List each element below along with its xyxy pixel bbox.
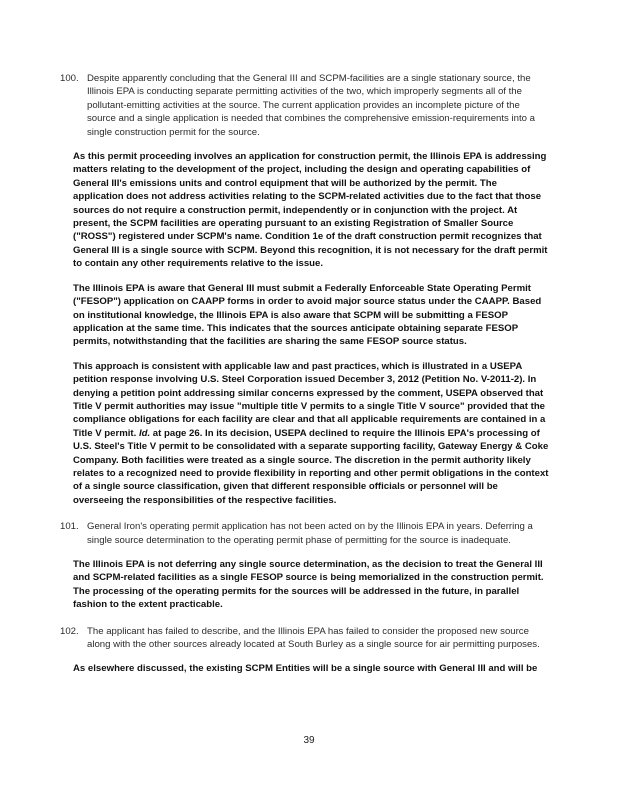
citation-id: Id. xyxy=(138,427,151,439)
response-paragraph: As elsewhere discussed, the existing SCPM Entities will be a single source with General III and will be xyxy=(73,663,538,675)
comment-number: 102. xyxy=(60,625,79,637)
response-paragraph: The Illinois EPA is not deferring any single source determination, as the decision to treat the General III and SCPM-related facilities as a single FESOP source is being memorialized in the construction permit. The processing of the operating permits for the sources will be addressed in the future, in parallel fashion to the extent practicable. xyxy=(73,559,544,611)
page-number: 39 xyxy=(303,735,315,746)
comment-100 xyxy=(60,72,549,139)
response-text: This approach is consistent with applicable law and past practices, which is illustrated in a USEPA petition response involving U.S. Steel Corporation issued December 3, 2012 (Petition No. V-2011-2). In denying a petition point addressing similar concerns expressed by the comment, USEPA observed that Title V permit authorities may issue "multiple title V permits to a single Title V source" provided that the compliance obligations for each facility are clear and that all applicable requirements are contained in a Title V permit. xyxy=(73,360,546,439)
response-paragraph: The Illinois EPA is aware that General III must submit a Federally Enforceable State Operating Permit ("FESOP") application on CAAPP forms in order to avoid major source status under the CAAPP. Based on institutional knowledge, the Illinois EPA is also aware that SCPM will be submitting a FESOP application at the same time. This indicates that the sources anticipate obtaining separate FESOP permits, notwithstanding that the facilities are sharing the same FESOP source status. xyxy=(73,282,542,348)
response-paragraph: As this permit proceeding involves an application for construction permit, the Illinois EPA is addressing matters relating to the development of the project, including the design and operating capabilities of General III's emissions units and control equipment that will be authorized by the permit. The application does not address activities relating to the SCPM-related activities due to the fact that those sources do not require a construction permit, independently or in conjunction with the project. At present, the SCPM facilities are operating pursuant to an existing Registration of Smaller Source ("ROSS") registered under SCPM's name. Condition 1e of the draft construction permit recognizes that General III is a single source with SCPM. Beyond this recognition, it is not necessary for the draft permit to contain any other requirements relative to the issue. xyxy=(73,151,548,270)
comment-101 xyxy=(60,520,549,547)
response-text: at page 26. In its decision, USEPA declined to require the Illinois EPA's processing of U.S. Steel's Title V permit to be consolidated with a separate supporting facility, Gateway Energy & Coke Company. Both facilities were treated as a single source. The discretion in the permit authority likely relates to a recognized need to provide flexibility in reporting and other permit obligations in the context of a single source classification, given that different responsible officials or personnel will be overseeing the responsibilities of the respective facilities. xyxy=(73,427,549,506)
comment-text: The applicant has failed to describe, and the Illinois EPA has failed to consider the proposed new source along with the other sources already located at South Burley as a single source for air permitting purposes. xyxy=(87,625,540,651)
comment-number: 100. xyxy=(60,73,79,84)
comment-text: General Iron's operating permit application has not been acted on by the Illinois EPA in years. Deferring a single source determination to the operating permit phase of permitting for the source is inadequate. xyxy=(87,521,533,546)
comment-number: 101. xyxy=(60,521,79,533)
comment-102 xyxy=(60,625,549,652)
document-body xyxy=(60,72,549,676)
comment-text: Despite apparently concluding that the General III and SCPM-facilities are a single stationary source, the Illinois EPA is conducting separate permitting activities of the two, which improperly segments all of the pollutant-emitting activities at the source. The current application provides an incomplete picture of the source and a single application is needed that combines the comprehensive emission-requirements into a single construction permit for the source. xyxy=(87,73,535,138)
response-paragraph xyxy=(73,360,549,507)
